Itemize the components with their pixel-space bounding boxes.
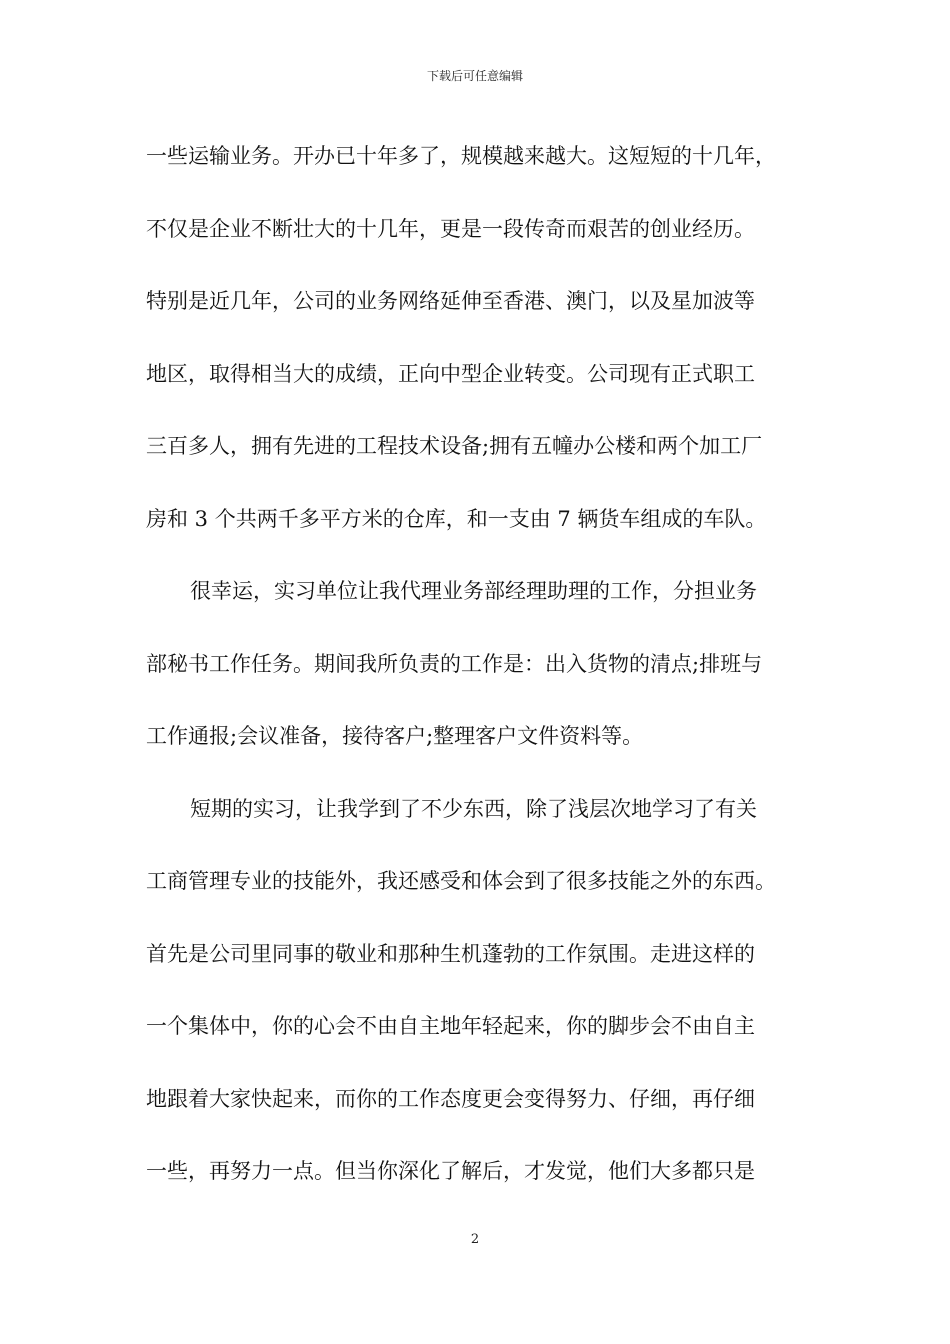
text-line: 部秘书工作任务。期间我所负责的工作是：出入货物的清点;排班与	[146, 651, 763, 676]
text-line: 首先是公司里同事的敬业和那种生机蓬勃的工作氛围。走进这样的	[146, 941, 755, 966]
text-line: 地区，取得相当大的成绩，正向中型企业转变。公司现有正式职工	[146, 361, 755, 386]
text-line: 不仅是企业不断壮大的十几年，更是一段传奇而艰苦的创业经历。	[146, 216, 755, 241]
text-line-paragraph-start: 很幸运，实习单位让我代理业务部经理助理的工作，分担业务	[190, 579, 757, 603]
text-line: 一些，再努力一点。但当你深化了解后，才发觉，他们大多都只是	[146, 1159, 755, 1183]
text-line-paragraph-start: 短期的实习，让我学到了不少东西，除了浅层次地学习了有关	[190, 796, 757, 821]
text-line: 一些运输业务。开办已十年多了，规模越来越大。这短短的十几年，	[146, 144, 776, 168]
text-line: 一个集体中，你的心会不由自主地年轻起来，你的脚步会不由自主	[146, 1014, 755, 1038]
text-line: 工作通报;会议准备，接待客户;整理客户文件资料等。	[146, 724, 644, 748]
page-number: 2	[470, 1232, 480, 1247]
text-line: 房和 3 个共两千多平方米的仓库，和一支由 7 辆货车组成的车队。	[146, 506, 767, 531]
text-line: 三百多人，拥有先进的工程技术设备;拥有五幢办公楼和两个加工厂	[146, 434, 763, 458]
document-body	[146, 120, 826, 1208]
text-line: 特别是近几年，公司的业务网络延伸至香港、澳门，以及星加波等	[146, 289, 755, 313]
text-line: 地跟着大家快起来，而你的工作态度更会变得努力、仔细，再仔细	[146, 1086, 755, 1111]
text-line: 工商管理专业的技能外，我还感受和体会到了很多技能之外的东西。	[146, 869, 776, 893]
page-header: 下载后可任意编辑	[426, 69, 523, 83]
